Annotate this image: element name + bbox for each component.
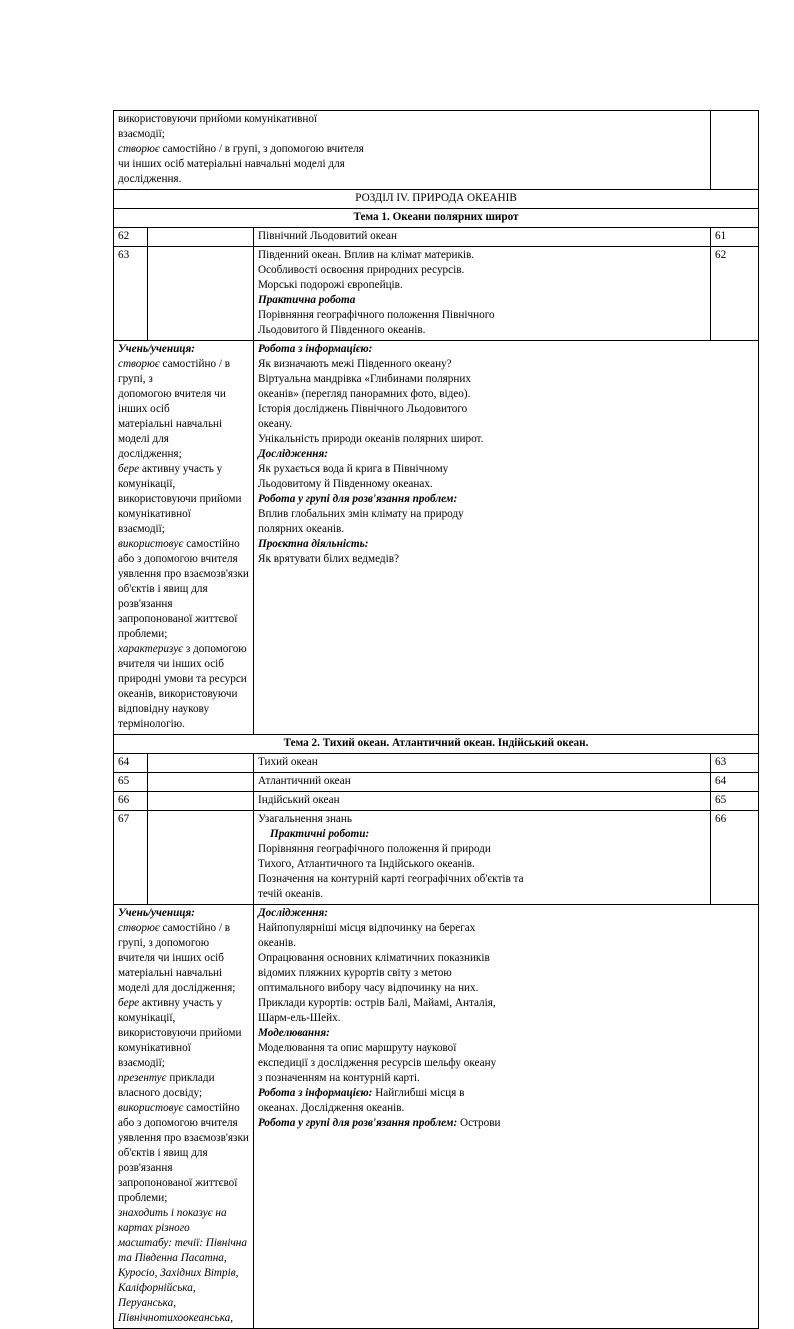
activity-line: Унікальність природи океанів полярних широт.	[258, 433, 484, 445]
document-page	[113, 110, 758, 1329]
lesson-number: 62	[114, 228, 148, 247]
activity-line: Приклади курортів: острів Балі, Майамі, Анталія,	[258, 997, 496, 1009]
student-outcome-line: моделі для дослідження;	[118, 982, 236, 994]
lesson-line: Практична робота	[258, 294, 356, 306]
emphasis-verb: бере	[118, 463, 140, 475]
student-outcome-line	[118, 1236, 249, 1266]
student-outcome-line: використовує самостійно або з допомогою вчителя	[118, 538, 240, 565]
date-cell	[148, 773, 254, 792]
student-outcome-line: матеріальні навчальні моделі для	[118, 418, 223, 445]
activity-line: Льодовитому й Південному океанах.	[258, 478, 433, 490]
lesson-line: Практичні роботи:	[270, 828, 370, 840]
student-outcome-line: допомогою вчителя чи інших осіб	[118, 388, 226, 415]
activity-line: Опрацювання основних кліматичних показників	[258, 952, 490, 964]
lesson-line: Порівняння географічного положення й природи	[258, 843, 491, 855]
lesson-number: 64	[114, 754, 148, 773]
activity-line: Робота у групі для розв'язання проблем: Острови	[258, 1117, 501, 1129]
activity-line: з позначенням на контурній карті.	[258, 1072, 420, 1084]
activity-label: Робота у групі для розв'язання проблем:	[258, 1117, 458, 1129]
activity-line: океанів» (перегляд панорамних фото, відео).	[258, 388, 471, 400]
lesson-number: 63	[114, 247, 148, 341]
table-row-student-outcomes	[114, 905, 759, 1329]
theme1-title: Тема 1. Океани полярних широт	[114, 209, 759, 228]
page-reference: 66	[711, 811, 759, 905]
activity-label: Дослідження:	[258, 907, 328, 919]
activity-line: Найпопулярніші місця відпочинку на берегах	[258, 922, 476, 934]
student-outcome-line: природні умови та ресурси океанів, використовуючи	[118, 673, 247, 700]
top-continuation-line: використовуючи прийоми комунікативної	[118, 113, 318, 125]
table-row-section-title	[114, 190, 759, 209]
lesson-content	[254, 811, 711, 905]
page-reference: 65	[711, 792, 759, 811]
activities-column	[254, 905, 759, 1329]
table-row-student-outcomes	[114, 341, 759, 735]
activity-line: океанів.	[258, 937, 296, 949]
activity-label: Моделювання:	[258, 1027, 330, 1039]
student-outcome-line: створює самостійно / в групі, з допомогою	[118, 922, 231, 949]
student-outcome-line: використовуючи прийоми комунікативної	[118, 1027, 242, 1054]
emphasis-verb: використовує	[118, 538, 184, 550]
emphasis-verb: створює	[118, 358, 160, 370]
date-cell	[148, 754, 254, 773]
date-cell	[148, 228, 254, 247]
student-outcome-line: розв'язання запропонованої життєвої проблеми;	[118, 1162, 238, 1204]
student-outcome-line	[118, 1296, 249, 1326]
top-continuation-line: взаємодії;	[118, 128, 165, 140]
student-outcomes-heading: Учень/учениця:	[118, 907, 196, 919]
student-outcome-line: вчителя чи інших осіб матеріальні навчальні	[118, 952, 224, 979]
student-outcome-line: взаємодії;	[118, 1057, 165, 1069]
activity-line: океанах. Дослідження океанів.	[258, 1102, 405, 1114]
activity-line: Історія досліджень Північного Льодовитого	[258, 403, 468, 415]
lesson-line: Особливості освоєння природних ресурсів.	[258, 264, 465, 276]
student-outcome-line: взаємодії;	[118, 523, 165, 535]
top-continuation-text	[114, 111, 711, 190]
page-reference: 63	[711, 754, 759, 773]
lesson-line: Узагальнення знань	[258, 813, 352, 825]
date-cell	[148, 792, 254, 811]
table-row-theme2-title	[114, 735, 759, 754]
activity-label: Робота у групі для розв'язання проблем:	[258, 493, 458, 505]
activity-line: Моделювання та опис маршруту наукової	[258, 1042, 457, 1054]
lesson-line: Порівняння географічного положення Північного	[258, 309, 495, 321]
emphasis-verb: бере	[118, 997, 140, 1009]
student-outcome-line: презентує приклади власного досвіду;	[118, 1072, 215, 1099]
emphasis-verb: використовує	[118, 1102, 184, 1114]
top-continuation-empty	[711, 111, 759, 190]
outcome-italic-text: знаходить і показує на картах різного	[118, 1207, 227, 1234]
lesson-line: Північний Льодовитий океан	[258, 230, 397, 242]
student-outcome-line: розв'язання запропонованої життєвої проблеми;	[118, 598, 238, 640]
lesson-number: 67	[114, 811, 148, 905]
section-title: РОЗДІЛ IV. ПРИРОДА ОКЕАНІВ	[114, 190, 759, 209]
page-reference: 61	[711, 228, 759, 247]
student-outcome-line: використовує самостійно або з допомогою вчителя	[118, 1102, 240, 1129]
student-outcome-line: уявлення про взаємозв'язки об'єктів і явищ для	[118, 1132, 249, 1159]
outcome-italic-text: масштабу: течії: Північна та Південна Пасатна,	[118, 1237, 247, 1264]
outcome-italic-text: Перуанська, Північнотихоокеанська,	[118, 1297, 234, 1324]
lesson-line: Тихого, Атлантичного та Індійського океанів.	[258, 858, 475, 870]
activity-line: Як визначають межі Південного океану?	[258, 358, 452, 370]
activity-label: Робота з інформацією:	[258, 1087, 373, 1099]
top-continuation-line: дослідження.	[118, 173, 182, 185]
activity-label: Проєктна діяльність:	[258, 538, 369, 550]
table-row	[114, 228, 759, 247]
student-outcome-line: використовуючи прийоми комунікативної	[118, 493, 242, 520]
activities-column	[254, 341, 759, 735]
activity-line: Віртуальна мандрівка «Глибинами полярних	[258, 373, 471, 385]
student-outcome-line: бере активну участь у комунікації,	[118, 997, 223, 1024]
top-continuation-line: чи інших осіб матеріальні навчальні моделі для	[118, 158, 345, 170]
activity-line: Як врятувати білих ведмедів?	[258, 553, 399, 565]
lesson-content	[254, 792, 711, 811]
date-cell	[148, 247, 254, 341]
student-outcome-line: відповідну наукову термінологію.	[118, 703, 210, 730]
student-outcome-line	[118, 1206, 249, 1236]
table-row	[114, 247, 759, 341]
lesson-line: Атлантичний океан	[258, 775, 351, 787]
activity-line: океану.	[258, 418, 293, 430]
lesson-line: Льодовитого й Південного океанів.	[258, 324, 426, 336]
table-row	[114, 754, 759, 773]
lesson-number: 66	[114, 792, 148, 811]
emphasis-verb: створює	[118, 143, 160, 155]
student-outcome-line: характеризує з допомогою вчителя чи інших осіб	[118, 643, 247, 670]
emphasis-verb: створює	[118, 922, 160, 934]
student-outcome-line	[118, 1266, 249, 1296]
lesson-line: течій океанів.	[258, 888, 324, 900]
activity-line: Вплив глобальних змін клімату на природу	[258, 508, 464, 520]
activity-line: відомих пляжних курортів світу з метою	[258, 967, 452, 979]
lesson-content	[254, 247, 711, 341]
lesson-line: Позначення на контурній карті географічних об'єктів та	[258, 873, 524, 885]
lesson-line: Південний океан. Вплив на клімат материків.	[258, 249, 475, 261]
lesson-line: Тихий океан	[258, 756, 318, 768]
student-outcome-line: уявлення про взаємозв'язки об'єктів і явищ для	[118, 568, 249, 595]
lesson-content	[254, 754, 711, 773]
table-row-top-continuation	[114, 111, 759, 190]
activity-label: Дослідження:	[258, 448, 328, 460]
activity-label: Робота з інформацією:	[258, 343, 373, 355]
student-outcomes-heading: Учень/учениця:	[118, 343, 196, 355]
page-reference: 62	[711, 247, 759, 341]
date-cell	[148, 811, 254, 905]
table-row-theme1-title	[114, 209, 759, 228]
student-outcome-line: дослідження;	[118, 448, 182, 460]
activity-line: експедиції з дослідження ресурсів шельфу океану	[258, 1057, 497, 1069]
emphasis-verb: характеризує	[118, 643, 184, 655]
lesson-number: 65	[114, 773, 148, 792]
theme2-title: Тема 2. Тихий океан. Атлантичний океан. Індійський океан.	[114, 735, 759, 754]
table-row	[114, 811, 759, 905]
activity-line: полярних океанів.	[258, 523, 345, 535]
student-outcome-line: створює самостійно / в групі, з	[118, 358, 231, 385]
lesson-line: Індійський океан	[258, 794, 340, 806]
lesson-line: Морські подорожі європейців.	[258, 279, 403, 291]
page-reference: 64	[711, 773, 759, 792]
student-outcomes-column	[114, 341, 254, 735]
emphasis-verb: презентує	[118, 1072, 167, 1084]
curriculum-table	[113, 110, 759, 1329]
student-outcomes-column	[114, 905, 254, 1329]
activity-line: оптимального вибору часу відпочинку на них.	[258, 982, 479, 994]
table-row	[114, 773, 759, 792]
table-row	[114, 792, 759, 811]
lesson-content	[254, 228, 711, 247]
lesson-content	[254, 773, 711, 792]
activity-line: Як рухається вода й крига в Північному	[258, 463, 449, 475]
activity-line: Шарм-ель-Шейх.	[258, 1012, 341, 1024]
activity-line: Робота з інформацією: Найглибші місця в	[258, 1087, 465, 1099]
outcome-italic-text: Куросіо, Західних Вітрів, Каліфорнійська,	[118, 1267, 239, 1294]
top-continuation-line: створює самостійно / в групі, з допомогою вчителя	[118, 143, 364, 155]
student-outcome-line: бере активну участь у комунікації,	[118, 463, 223, 490]
